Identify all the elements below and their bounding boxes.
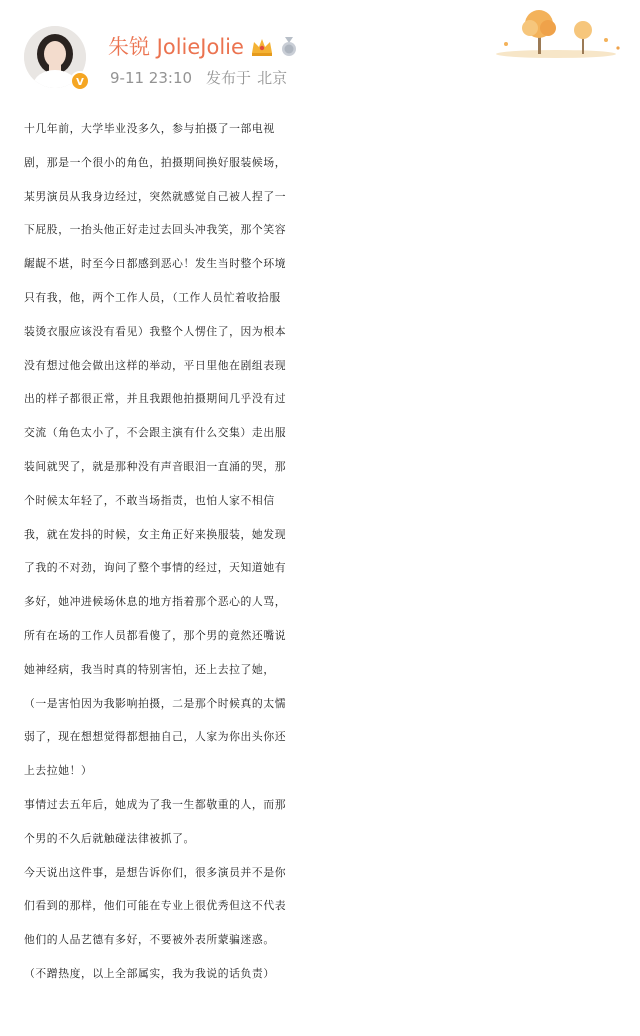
body-line: 个时候太年轻了，不敢当场指责，也怕人家不相信 [24,493,275,507]
post-location: 北京 [257,69,288,87]
body-line: （一是害怕因为我影响拍摄，二是那个时候真的太懦 [24,696,287,710]
posted-from-label: 发布于 [206,69,252,87]
body-line: 下屁股，一抬头他正好走过去回头冲我笑，那个笑容 [24,223,287,237]
body-line: 装烫衣服应该没有看见）我整个人愣住了，因为根本 [24,324,287,338]
post-time: 9-11 23:10 [110,69,193,87]
autumn-tree-decoration [486,4,634,60]
body-line: 出的样子都很正常，并且我跟他拍摄期间几乎没有过 [24,392,287,406]
medal-icon[interactable] [279,36,299,58]
body-line: 某男演员从我身边经过，突然就感觉自己被人捏了一 [24,189,287,203]
body-line: 她神经病，我当时真的特别害怕，还上去拉了她， [24,662,275,676]
body-line: 事情过去五年后，她成为了我一生都敬重的人，而那 [24,797,287,811]
body-line: 多好，她冲进候场休息的地方指着那个恶心的人骂， [24,595,287,609]
body-line: 交流（角色太小了，不会跟主演有什么交集）走出服 [24,426,287,440]
body-line: 们看到的那样，他们可能在专业上很优秀但这不代表 [24,899,287,913]
post-meta [110,66,287,90]
verified-badge-icon [70,71,90,91]
body-line: （不蹭热度，以上全部属实，我为我说的话负责） [24,966,275,980]
crown-vip-icon[interactable] [250,36,274,58]
body-line: 了我的不对劲，询问了整个事情的经过，天知道她有 [24,561,287,575]
body-line: 只有我，他，两个工作人员，（工作人员忙着收拾服 [24,290,281,304]
body-line: 上去拉她！） [24,764,93,778]
post-body [24,112,624,991]
author-row [108,32,299,62]
body-line: 我，就在发抖的时候，女主角正好来换服装，她发现 [24,527,287,541]
body-line: 今天说出这件事，是想告诉你们，很多演员并不是你 [24,865,287,879]
post-header [0,0,640,100]
body-line: 他们的人品艺德有多好，不要被外表所蒙骗迷惑。 [24,933,275,947]
body-line: 个男的不久后就触碰法律被抓了。 [24,831,195,845]
author-name[interactable]: 朱锐 JolieJolie [108,35,244,59]
body-line: 十几年前，大学毕业没多久，参与拍摄了一部电视 [24,122,275,135]
body-line: 所有在场的工作人员都看傻了，那个男的竟然还嘴说 [24,628,287,642]
svg-text:V: V [76,77,84,88]
body-line: 龌龊不堪，时至今日都感到恶心！发生当时整个环境 [24,257,287,271]
body-line: 没有想过他会做出这样的举动，平日里他在剧组表现 [24,358,287,372]
body-line: 弱了，现在想想觉得都想抽自己，人家为你出头你还 [24,730,287,744]
body-line: 装间就哭了，就是那种没有声音眼泪一直涌的哭，那 [24,459,287,473]
body-line: 剧，那是一个很小的角色，拍摄期间换好服装候场， [24,155,287,169]
